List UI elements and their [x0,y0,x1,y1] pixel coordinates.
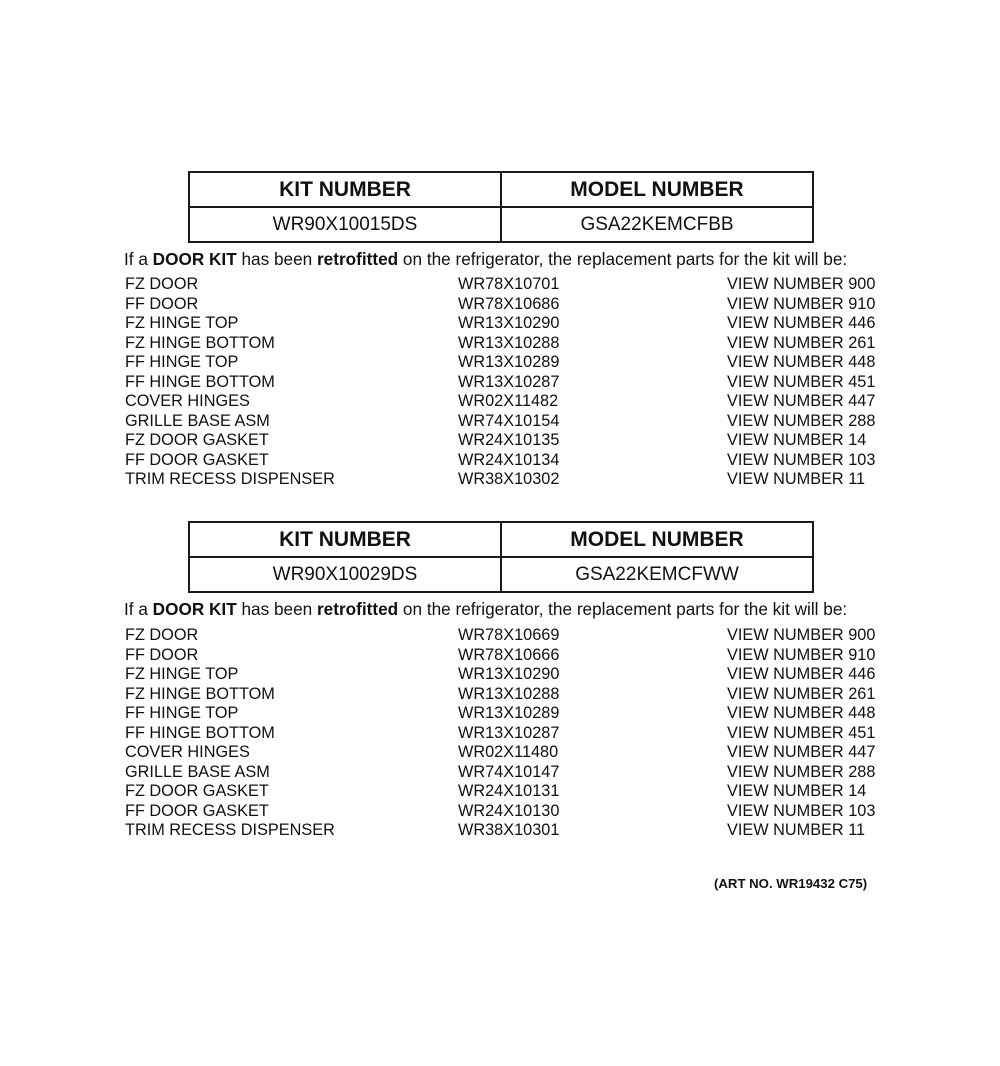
intro-text-part: on the refrigerator, the replacement parts for the kit will be: [398,249,848,269]
part-number: WR24X10131 [458,782,560,800]
kit-table-2 [188,521,814,593]
part-number: WR74X10147 [458,762,560,781]
view-number: VIEW NUMBER 14 [727,431,867,449]
part-number: WR13X10290 [458,665,560,683]
model-number-value: GSA22KEMCFWW [501,557,813,592]
view-number: VIEW NUMBER 446 [727,665,876,683]
intro-text-part: has been [236,599,317,619]
part-name: GRILLE BASE ASM [125,411,270,430]
part-number: WR78X10686 [458,294,560,313]
parts-list-2 [125,626,905,841]
part-name: FZ HINGE BOTTOM [125,684,275,703]
part-name: FZ DOOR GASKET [125,782,269,800]
part-number: WR13X10287 [458,723,560,742]
part-number: WR13X10288 [458,684,560,703]
part-number: WR13X10290 [458,314,560,332]
part-name: FF DOOR [125,645,199,664]
part-name: COVER HINGES [125,392,250,410]
part-row [125,470,905,490]
view-number: VIEW NUMBER 448 [727,704,876,722]
part-row [125,275,905,295]
part-name: FF HINGE BOTTOM [125,372,275,391]
part-number: WR24X10134 [458,450,560,469]
part-number: WR78X10669 [458,626,560,644]
view-number: VIEW NUMBER 451 [727,723,876,742]
part-row [125,665,905,685]
view-number: VIEW NUMBER 900 [727,626,876,644]
part-number: WR24X10130 [458,801,560,820]
intro-text-part: If a [124,249,153,269]
part-row [125,763,905,783]
part-number: WR78X10701 [458,275,560,293]
kit-number-value: WR90X10015DS [189,207,501,242]
part-number: WR02X11482 [458,392,559,410]
view-number: VIEW NUMBER 900 [727,275,876,293]
intro-bold-door-kit: DOOR KIT [152,599,237,619]
part-number: WR13X10289 [458,704,560,722]
part-number: WR24X10135 [458,431,560,449]
part-row [125,724,905,744]
part-name: FZ HINGE TOP [125,314,239,332]
view-number: VIEW NUMBER 288 [727,762,876,781]
part-row [125,743,905,763]
view-number: VIEW NUMBER 448 [727,353,876,371]
view-number: VIEW NUMBER 103 [727,450,876,469]
part-name: FF DOOR GASKET [125,450,269,469]
part-name: TRIM RECESS DISPENSER [125,821,335,839]
retrofit-intro-text [124,249,904,270]
part-name: FZ DOOR [125,626,199,644]
part-number: WR74X10154 [458,411,560,430]
art-number: (ART NO. WR19432 C75) [714,876,868,891]
part-name: FF HINGE TOP [125,353,239,371]
part-row [125,353,905,373]
view-number: VIEW NUMBER 14 [727,782,867,800]
view-number: VIEW NUMBER 261 [727,333,876,352]
part-row [125,821,905,841]
part-row [125,392,905,412]
intro-bold-retrofitted: retrofitted [316,249,399,269]
part-row [125,626,905,646]
part-number: WR02X11480 [458,743,559,761]
part-name: FF HINGE BOTTOM [125,723,275,742]
part-number: WR38X10302 [458,470,560,488]
view-number: VIEW NUMBER 910 [727,645,876,664]
retrofit-intro-text [124,599,904,620]
part-row [125,412,905,432]
intro-bold-door-kit: DOOR KIT [152,249,237,269]
view-number: VIEW NUMBER 11 [727,470,866,488]
view-number: VIEW NUMBER 910 [727,294,876,313]
kit-number-value: WR90X10029DS [189,557,501,592]
part-row [125,451,905,471]
part-row [125,782,905,802]
part-number: WR13X10288 [458,333,560,352]
view-number: VIEW NUMBER 447 [727,392,876,410]
part-name: COVER HINGES [125,743,250,761]
part-number: WR13X10289 [458,353,560,371]
part-row [125,704,905,724]
view-number: VIEW NUMBER 447 [727,743,876,761]
part-name: FF HINGE TOP [125,704,239,722]
part-row [125,314,905,334]
part-name: FZ DOOR GASKET [125,431,269,449]
part-row [125,802,905,822]
part-row [125,373,905,393]
kit-number-header: KIT NUMBER [189,522,501,557]
view-number: VIEW NUMBER 261 [727,684,876,703]
intro-text-part: If a [124,599,153,619]
model-number-header: MODEL NUMBER [501,522,813,557]
intro-bold-retrofitted: retrofitted [316,599,399,619]
model-number-header: MODEL NUMBER [501,172,813,207]
part-row [125,334,905,354]
part-row [125,431,905,451]
view-number: VIEW NUMBER 451 [727,372,876,391]
model-number-value: GSA22KEMCFBB [501,207,813,242]
part-number: WR13X10287 [458,372,560,391]
part-name: GRILLE BASE ASM [125,762,270,781]
view-number: VIEW NUMBER 288 [727,411,876,430]
part-name: FZ HINGE TOP [125,665,239,683]
view-number: VIEW NUMBER 103 [727,801,876,820]
part-name: FF DOOR [125,294,199,313]
part-row [125,295,905,315]
intro-text-part: has been [236,249,317,269]
part-name: FF DOOR GASKET [125,801,269,820]
part-number: WR38X10301 [458,821,560,839]
kit-table-1 [188,171,814,243]
part-name: TRIM RECESS DISPENSER [125,470,335,488]
part-name: FZ HINGE BOTTOM [125,333,275,352]
part-name: FZ DOOR [125,275,199,293]
part-row [125,685,905,705]
parts-list-1 [125,275,905,490]
view-number: VIEW NUMBER 446 [727,314,876,332]
view-number: VIEW NUMBER 11 [727,821,866,839]
part-number: WR78X10666 [458,645,560,664]
part-row [125,646,905,666]
intro-text-part: on the refrigerator, the replacement parts for the kit will be: [398,599,848,619]
kit-number-header: KIT NUMBER [189,172,501,207]
